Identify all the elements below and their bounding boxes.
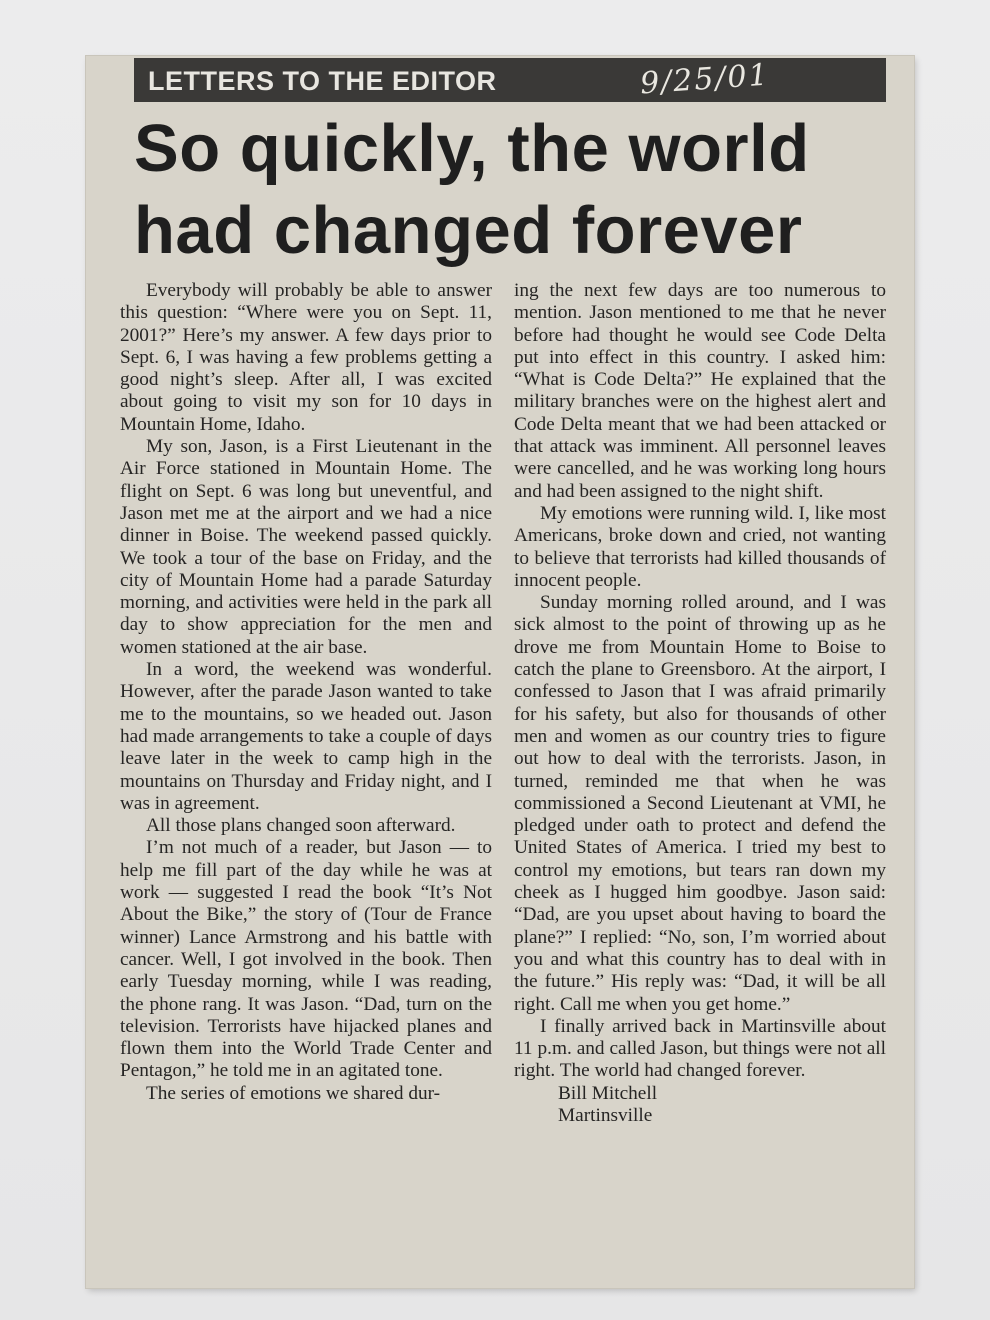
paragraph: All those plans changed soon afterward. (146, 815, 456, 837)
paragraph: Sunday morning rolled around, and I was sick almost to the point of throwing up as he drove me from Mountain Home to Boise to catch the plane to Greensboro. At the airport, I confessed to Jason that I was afraid primarily for his safety, but also for thousands of other men and women as our country tries to figure out how to deal with the terrorists. Jason, in turned, reminded me that when he was commissioned a Second Lieutenant at VMI, he pledged under oath to protect and defend the United States of America. I tried my best to control my emotions, but tears ran down my cheek as I hugged him goodbye. Jason said: “Dad, are you upset about having to board the plane?” I replied: “No, son, I’m worried about you and what this country has to deal with in the future.” His reply was: “Dad, it will be all right. Call me when you get home.” (514, 592, 886, 1015)
headline: So quickly, the world had changed forever (134, 111, 810, 268)
left-column (120, 280, 492, 1105)
handwritten-date: 9/25/01 (638, 57, 771, 102)
paragraph: The series of emotions we shared dur- (146, 1082, 441, 1104)
section-banner (134, 58, 886, 102)
signature-place: Martinsville (558, 1104, 653, 1126)
paragraph: My emotions were running wild. I, like most Americans, broke down and cried, not wanting to believe that terrorists had killed thousands of innocent people. (514, 502, 886, 591)
paragraph: ing the next few days are too numerous to mention. Jason mentioned to me that he never before had thought he would see Code Delta put into effect in this country. I asked him: “What is Code Delta?” He explained that the military branches were on the highest alert and Code Delta meant that we had been attacked or that attack was imminent. All personnel leaves were cancelled, and he was working long hours and had been assigned to the night shift. (514, 280, 886, 502)
right-column (514, 280, 886, 1127)
signature-name: Bill Mitchell (558, 1082, 658, 1104)
paragraph: Everybody will probably be able to answer this question: “Where were you on Sept. 11, 2001?” Here’s my answer. A few days prior to Sept. 6, I was having a few problems getting a good night’s sleep. After all, I was excited about going to visit my son for 10 days in Mountain Home, Idaho. (120, 280, 492, 435)
paragraph: I finally arrived back in Martinsville about 11 p.m. and called Jason, but things were not all right. The world had changed forever. (514, 1015, 886, 1082)
paragraph: My son, Jason, is a First Lieutenant in the Air Force stationed in Mountain Home. The flight on Sept. 6 was long but uneventful, and Jason met me at the airport and we had a nice dinner in Boise. The weekend passed quickly. We took a tour of the base on Friday, and the city of Mountain Home had a parade Saturday morning, and activities were held in the park all day to show appreciation for the men and women stationed at the air base. (120, 436, 492, 658)
newspaper-clipping (86, 56, 914, 1288)
paragraph: I’m not much of a reader, but Jason — to help me fill part of the day while he was at work — suggested I read the book “It’s Not About the Bike,” the story of (Tour de France winner) Lance Armstrong and his battle with cancer. Well, I got involved in the book. Then early Tuesday morning, while I was reading, the phone rang. It was Jason. “Dad, turn on the television. Terrorists have hijacked planes and flown them into the World Trade Center and Pentagon,” he told me in an agitated tone. (120, 837, 492, 1082)
section-label: LETTERS TO THE EDITOR (148, 66, 497, 96)
paragraph: In a word, the weekend was wonderful. However, after the parade Jason wanted to take me to the mountains, so we headed out. Jason had made arrangements to take a couple of days leave later in the week to camp high in the mountains on Thursday and Friday night, and I was in agreement. (120, 659, 492, 814)
